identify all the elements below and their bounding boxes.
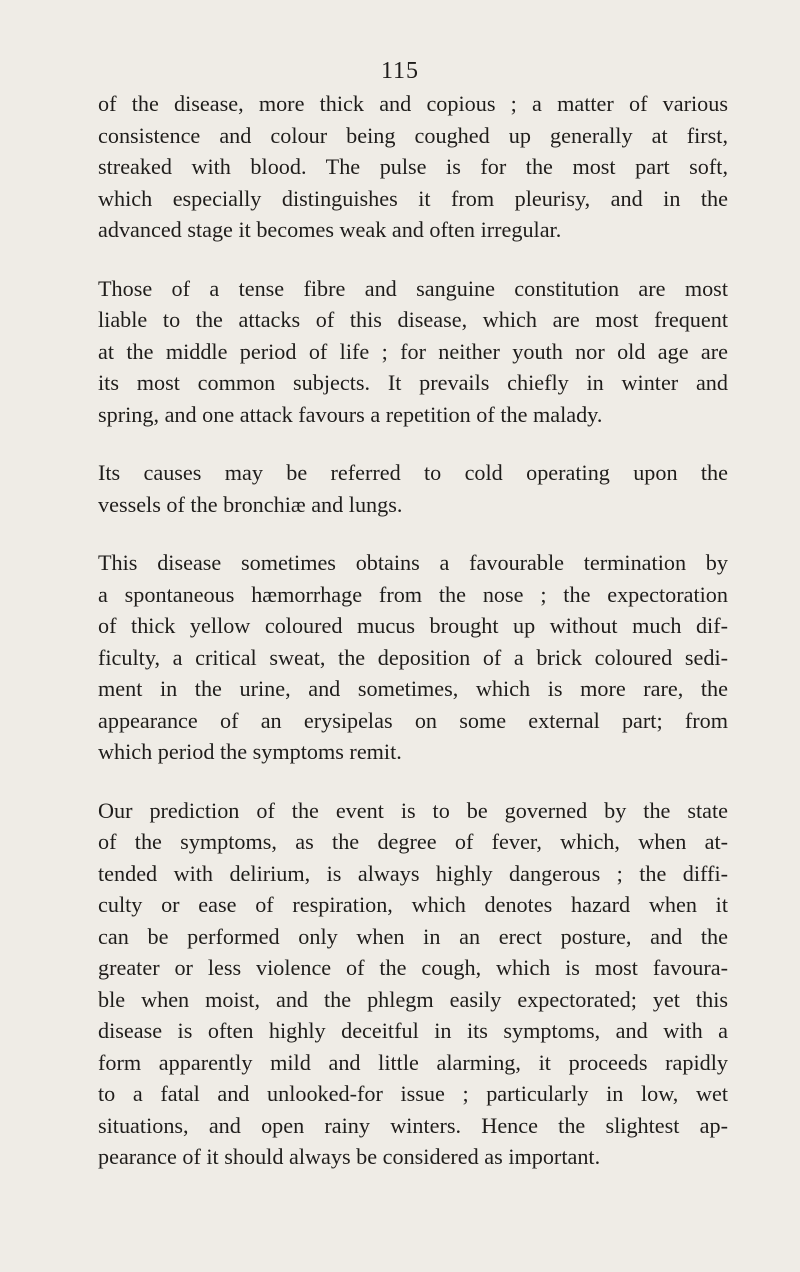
text-line: streaked with blood. The pulse is for the most part soft, — [98, 154, 728, 179]
text-line: consistence and colour being coughed up generally at first, — [98, 122, 728, 148]
text-line: Its causes may be referred to cold operating upon the — [98, 460, 728, 485]
text-line: ficulty, a critical sweat, the deposition of a brick coloured sedi- — [98, 644, 728, 670]
text-line: appearance of an erysipelas on some external part; from — [98, 707, 728, 733]
text-line: which period the symptoms remit. — [98, 739, 402, 764]
text-line: disease is often highly deceitful in its symptoms, and with a — [98, 1018, 728, 1043]
paragraph — [98, 88, 728, 246]
text-line: to a fatal and unlooked-for issue ; particularly in low, wet — [98, 1081, 728, 1106]
text-line: tended with delirium, is always highly dangerous ; the diffi- — [98, 860, 728, 886]
text-line: pearance of it should always be considered as important. — [98, 1144, 601, 1169]
text-line: form apparently mild and little alarming, it proceeds rapidly — [98, 1049, 728, 1075]
paragraph — [98, 273, 728, 431]
body-text — [98, 88, 728, 1200]
text-line: spring, and one attack favours a repetition of the malady. — [98, 401, 603, 427]
paragraph — [98, 547, 728, 768]
text-line: which especially distinguishes it from pleurisy, and in the — [98, 185, 728, 211]
text-line: Our prediction of the event is to be governed by the state — [98, 797, 728, 823]
text-line: can be performed only when in an erect posture, and the — [98, 923, 728, 949]
text-line: of the disease, more thick and copious ; a matter of various — [98, 91, 728, 116]
text-line: culty or ease of respiration, which denotes hazard when it — [98, 892, 728, 917]
paragraph — [98, 457, 728, 520]
paragraph — [98, 795, 728, 1173]
text-line: at the middle period of life ; for neither youth nor old age are — [98, 338, 728, 364]
text-line: vessels of the bronchiæ and lungs. — [98, 491, 403, 517]
text-line: Those of a tense fibre and sanguine constitution are most — [98, 275, 728, 301]
text-line: of the symptoms, as the degree of fever, which, when at- — [98, 829, 728, 854]
page-number: 115 — [380, 58, 420, 84]
text-line: ble when moist, and the phlegm easily expectorated; yet this — [98, 986, 728, 1012]
text-line: its most common subjects. It prevails chiefly in winter and — [98, 370, 728, 395]
text-line: liable to the attacks of this disease, which are most frequent — [98, 307, 728, 332]
text-line: greater or less violence of the cough, which is most favoura- — [98, 955, 728, 980]
text-line: of thick yellow coloured mucus brought up without much dif- — [98, 613, 728, 638]
text-line: situations, and open rainy winters. Hence the slightest ap- — [98, 1112, 728, 1138]
text-line: advanced stage it becomes weak and often irregular. — [98, 217, 562, 242]
text-line: This disease sometimes obtains a favourable termination by — [98, 550, 728, 575]
text-line: a spontaneous hæmorrhage from the nose ; the expectoration — [98, 581, 728, 607]
text-line: ment in the urine, and sometimes, which is more rare, the — [98, 676, 728, 701]
